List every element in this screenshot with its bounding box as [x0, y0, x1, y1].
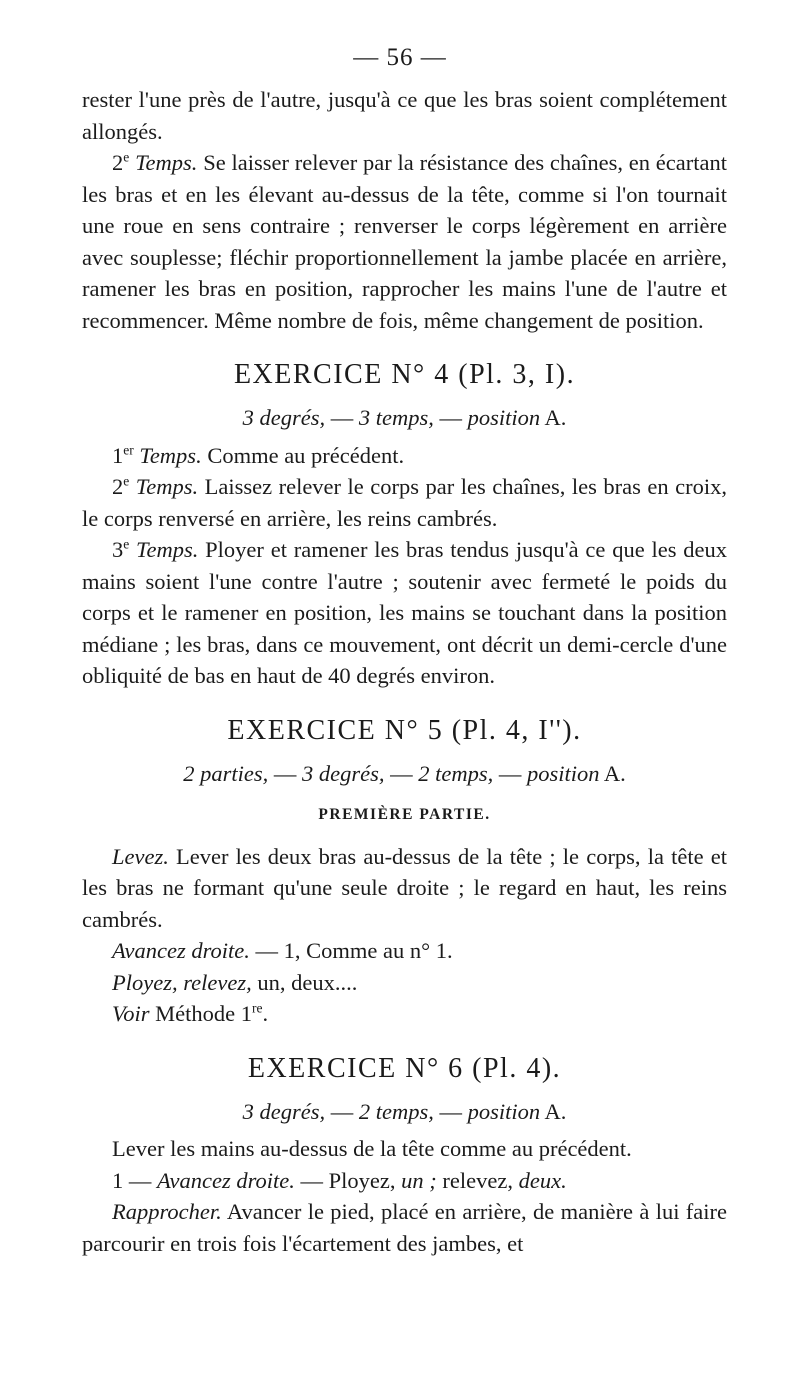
part-title: PREMIÈRE PARTIE. — [318, 806, 491, 823]
exercise-4-temps-1 — [82, 440, 727, 472]
exercise-5-subtitle — [82, 758, 727, 790]
paragraph-text: 1 — — [112, 1167, 157, 1193]
ordinal-suffix: e — [123, 149, 130, 165]
dash: — — [325, 1098, 359, 1124]
command-label: Levez. — [112, 843, 169, 869]
exercise-5-heading: EXERCICE N° 5 (Pl. 4, I''). — [227, 714, 582, 746]
dash: — — [433, 1098, 468, 1124]
exercise-5-ployez — [82, 967, 727, 999]
temps-number: 3 — [112, 537, 124, 562]
exercise-6-heading: EXERCICE N° 6 (Pl. 4). — [247, 1052, 562, 1084]
paragraph-text: Laissez relever le corps par les chaînes, les bras en croix, le corps renversé en arrière, les reins cambrés. — [82, 474, 727, 531]
temps-label: Temps. — [136, 537, 199, 562]
paragraph-text: Se laisser relever par la résistance des chaînes, en écartant les bras et en les élevant au-dessus de la tête, comme si l'on tournait une roue en sens contraire ; renverser le corps légèrement en arrière avec souplesse; fléchir proportionnellement la jambe placée en arrière, ramener les bras en position, rapprocher les mains l'une de l'autre et recommencer. Même nombre de fois, même changement de position. — [82, 150, 727, 333]
command-label: Avancez droite. — [157, 1167, 295, 1193]
position-label: position — [526, 760, 600, 786]
degrees: 3 degrés, — [242, 1098, 326, 1124]
paragraph-text: — Ployez, — [294, 1167, 402, 1193]
paragraph-continuation — [82, 84, 727, 147]
dash: — — [384, 760, 419, 786]
paragraph-text: Lever les mains au-dessus de la tête comme au précédent. — [112, 1136, 632, 1161]
dash: — — [325, 405, 359, 430]
ordinal-suffix: er — [123, 442, 134, 457]
paragraph-text: Ployer et ramener les bras tendus jusqu'à ce que les deux mains soient l'une contre l'autre ; soutenir avec fermeté le poids du corps et le ramener en position, les mains se touchant dans la position médiane ; les bras, dans ce mouvement, ont décrit un demi-cercle d'une obliquité de bas en haut de 40 degrés environ. — [82, 537, 728, 688]
command-label: Ployez, relevez, — [112, 969, 252, 995]
exercise-6-paragraph-2 — [82, 1165, 727, 1197]
position-letter: A. — [540, 1098, 567, 1124]
paragraph-text: Lever les deux bras au-dessus de la tête ; le corps, la tête et les bras ne formant qu'une seule droite ; le regard en haut, les reins cambrés. — [82, 843, 727, 932]
position-label: position — [467, 1098, 541, 1124]
ordinal-suffix: e — [123, 473, 130, 489]
exercise-5-avancez — [82, 935, 727, 967]
exercise-6-paragraph-1 — [82, 1133, 727, 1165]
page-body — [82, 84, 727, 1259]
paragraph-text: Comme au précédent. — [201, 442, 405, 468]
exercise-4-temps-2 — [82, 471, 727, 534]
command-label: Rapprocher. — [112, 1199, 222, 1224]
paragraph-text: un, deux.... — [251, 969, 358, 995]
position-letter: A. — [540, 405, 567, 430]
page-number: — 56 — — [353, 44, 447, 71]
exercise-4-heading: EXERCICE N° 4 (Pl. 3, I). — [233, 359, 576, 390]
ordinal-suffix: re — [252, 1000, 263, 1016]
dash: — — [493, 760, 527, 786]
exercise-5-voir — [82, 998, 727, 1030]
exercise-6-subtitle — [82, 1096, 727, 1128]
dash: — — [433, 405, 468, 430]
punctuation: . — [262, 1001, 269, 1026]
exercise-6-paragraph-3 — [82, 1196, 727, 1259]
temps-count: 2 temps, — [358, 1098, 434, 1124]
exercise-5-levez — [82, 841, 727, 936]
temps-number: 2 — [112, 474, 124, 499]
temps-label: Temps. — [135, 150, 198, 175]
temps-number: 1 — [112, 442, 124, 468]
temps-number: 2 — [112, 150, 124, 175]
paragraph-second-temps — [82, 147, 727, 336]
degrees: 3 degrés, — [301, 760, 385, 786]
paragraph-text: Avancer le pied, placé en arrière, de manière à lui faire parcourir en trois fois l'écartement des jambes, et — [82, 1199, 727, 1256]
paragraph-text: — 1, Comme au n° 1. — [249, 938, 453, 963]
count-word: un ; — [401, 1167, 437, 1193]
temps-count: 3 temps, — [358, 405, 434, 430]
position-letter: A. — [599, 760, 626, 786]
temps-label: Temps. — [139, 442, 202, 468]
temps-label: Temps. — [135, 474, 199, 499]
paragraph-text: relevez, — [436, 1167, 519, 1193]
exercise-4-temps-3 — [82, 534, 727, 692]
position-label: position — [467, 405, 541, 430]
paragraph-text: Méthode 1 — [149, 1001, 252, 1026]
paragraph-text: rester l'une près de l'autre, jusqu'à ce que les bras soient complétement allongés. — [82, 87, 727, 144]
command-label: Avancez droite. — [112, 938, 250, 963]
temps-count: 2 temps, — [418, 760, 494, 786]
command-label: Voir — [112, 1001, 150, 1026]
dash: — — [268, 760, 302, 786]
count-word: deux. — [518, 1167, 567, 1193]
ordinal-suffix: e — [123, 536, 130, 552]
degrees: 3 degrés, — [242, 405, 326, 430]
parts: 2 parties, — [183, 760, 269, 786]
exercise-4-subtitle — [82, 402, 727, 434]
